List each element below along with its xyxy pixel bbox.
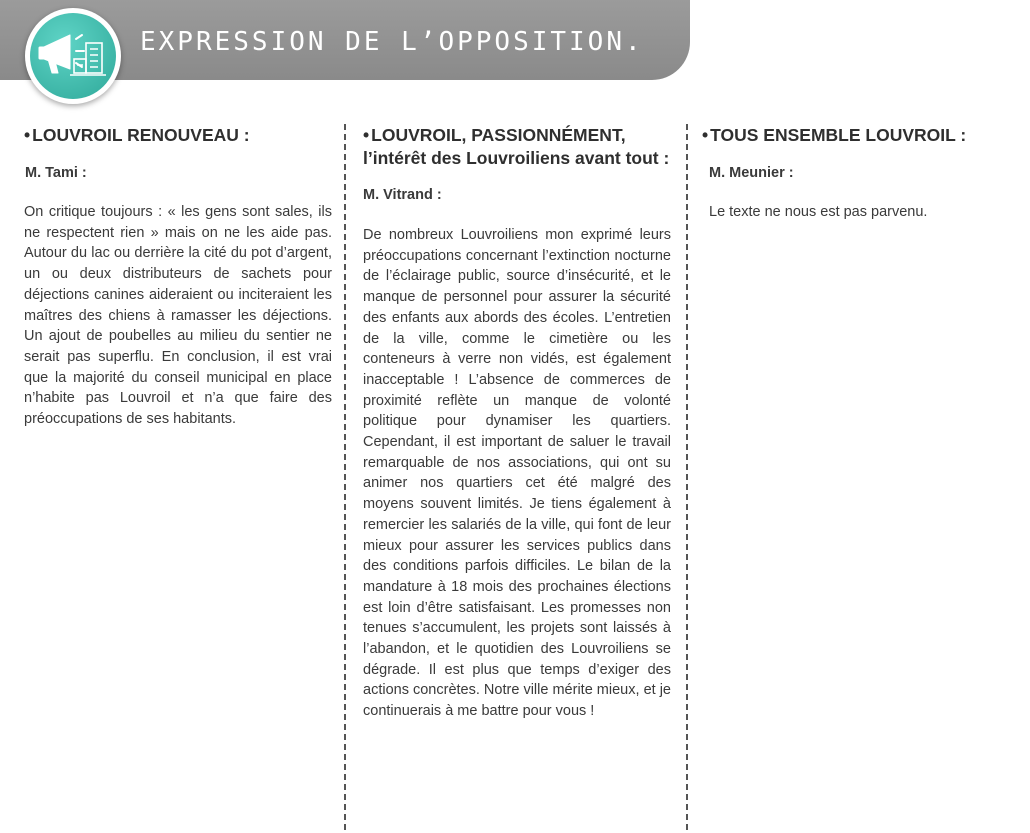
column-divider [686, 124, 688, 830]
group-title-text: TOUS ENSEMBLE LOUVROIL : [710, 125, 967, 145]
bullet-icon: • [702, 125, 709, 145]
article-text: On critique toujours : « les gens sont sales, ils ne respectent rien » mais on ne les aide pas. Autour du lac ou derrière la cité du pot d’argent, un ou deux distributeurs de sachets pour déjections canines aideraient ou inciteraient les maîtres des chiens à ramasser les déjections. Un ajout de poubelles au milieu du sentier ne serait pas superflu. En conclusion, il est vrai que la majorité du conseil municipal en place n’habite pas Louvroil et n’a que faire des préoccupations de ses habitants. [24, 204, 332, 428]
column-divider [344, 124, 346, 830]
author-name: M. Meunier : [709, 165, 794, 181]
bullet-icon: • [363, 125, 370, 145]
group-subtitle: l’intérêt des Louvroiliens avant tout : [363, 148, 670, 168]
article-text: De nombreux Louvroiliens mon exprimé leurs préoccupations concernant l’extinction nocturne de l’éclairage public, source d’insécurité, et le manque de personnel pour assurer la sécurité des enfants aux abords des écoles. L’entretien de la ville, comme le cimetière ou les conteneurs à verre non vidés, est également inacceptable ! L’absence de commerces de proximité reflète un manque de volonté politique pour dynamiser les quartiers. Cependant, il est important de saluer le travail remarquable de nos associations, qui ont su animer nos quartiers cet été malgré des moyens souvent limités. Je tiens également à remercier les salariés de la ville, qui font de leur mieux pour assurer les services publics dans des conditions parfois difficiles. Le bilan de la mandature à 18 mois des prochaines élections est loin d’être satisfaisant. Les promesses non tenues s’accumulent, les projets sont laissés à l’abandon, et le quotidien des Louvroiliens se dégrade. Il est plus que temps d’exiger des actions concrètes. Notre ville mérite mieux, et je continuerais à me battre pour vous ! [363, 227, 671, 720]
opposition-column-louvroil-passionnement [363, 124, 671, 722]
megaphone-building-icon [30, 13, 116, 99]
group-title [363, 124, 671, 147]
page-title: EXPRESSION DE L’OPPOSITION. [140, 27, 644, 57]
opposition-column-louvroil-renouveau [24, 124, 332, 430]
section-logo [25, 8, 121, 104]
bullet-icon: • [24, 125, 31, 145]
group-title [702, 124, 1000, 147]
article-text: Le texte ne nous est pas parvenu. [709, 204, 928, 220]
opposition-column-tous-ensemble [700, 124, 1000, 223]
author-name: M. Vitrand : [363, 187, 442, 203]
group-title-text: LOUVROIL RENOUVEAU : [32, 125, 250, 145]
group-title [24, 124, 332, 147]
author-name: M. Tami : [25, 165, 87, 181]
group-title-text: LOUVROIL, PASSIONNÉMENT, [371, 125, 626, 145]
